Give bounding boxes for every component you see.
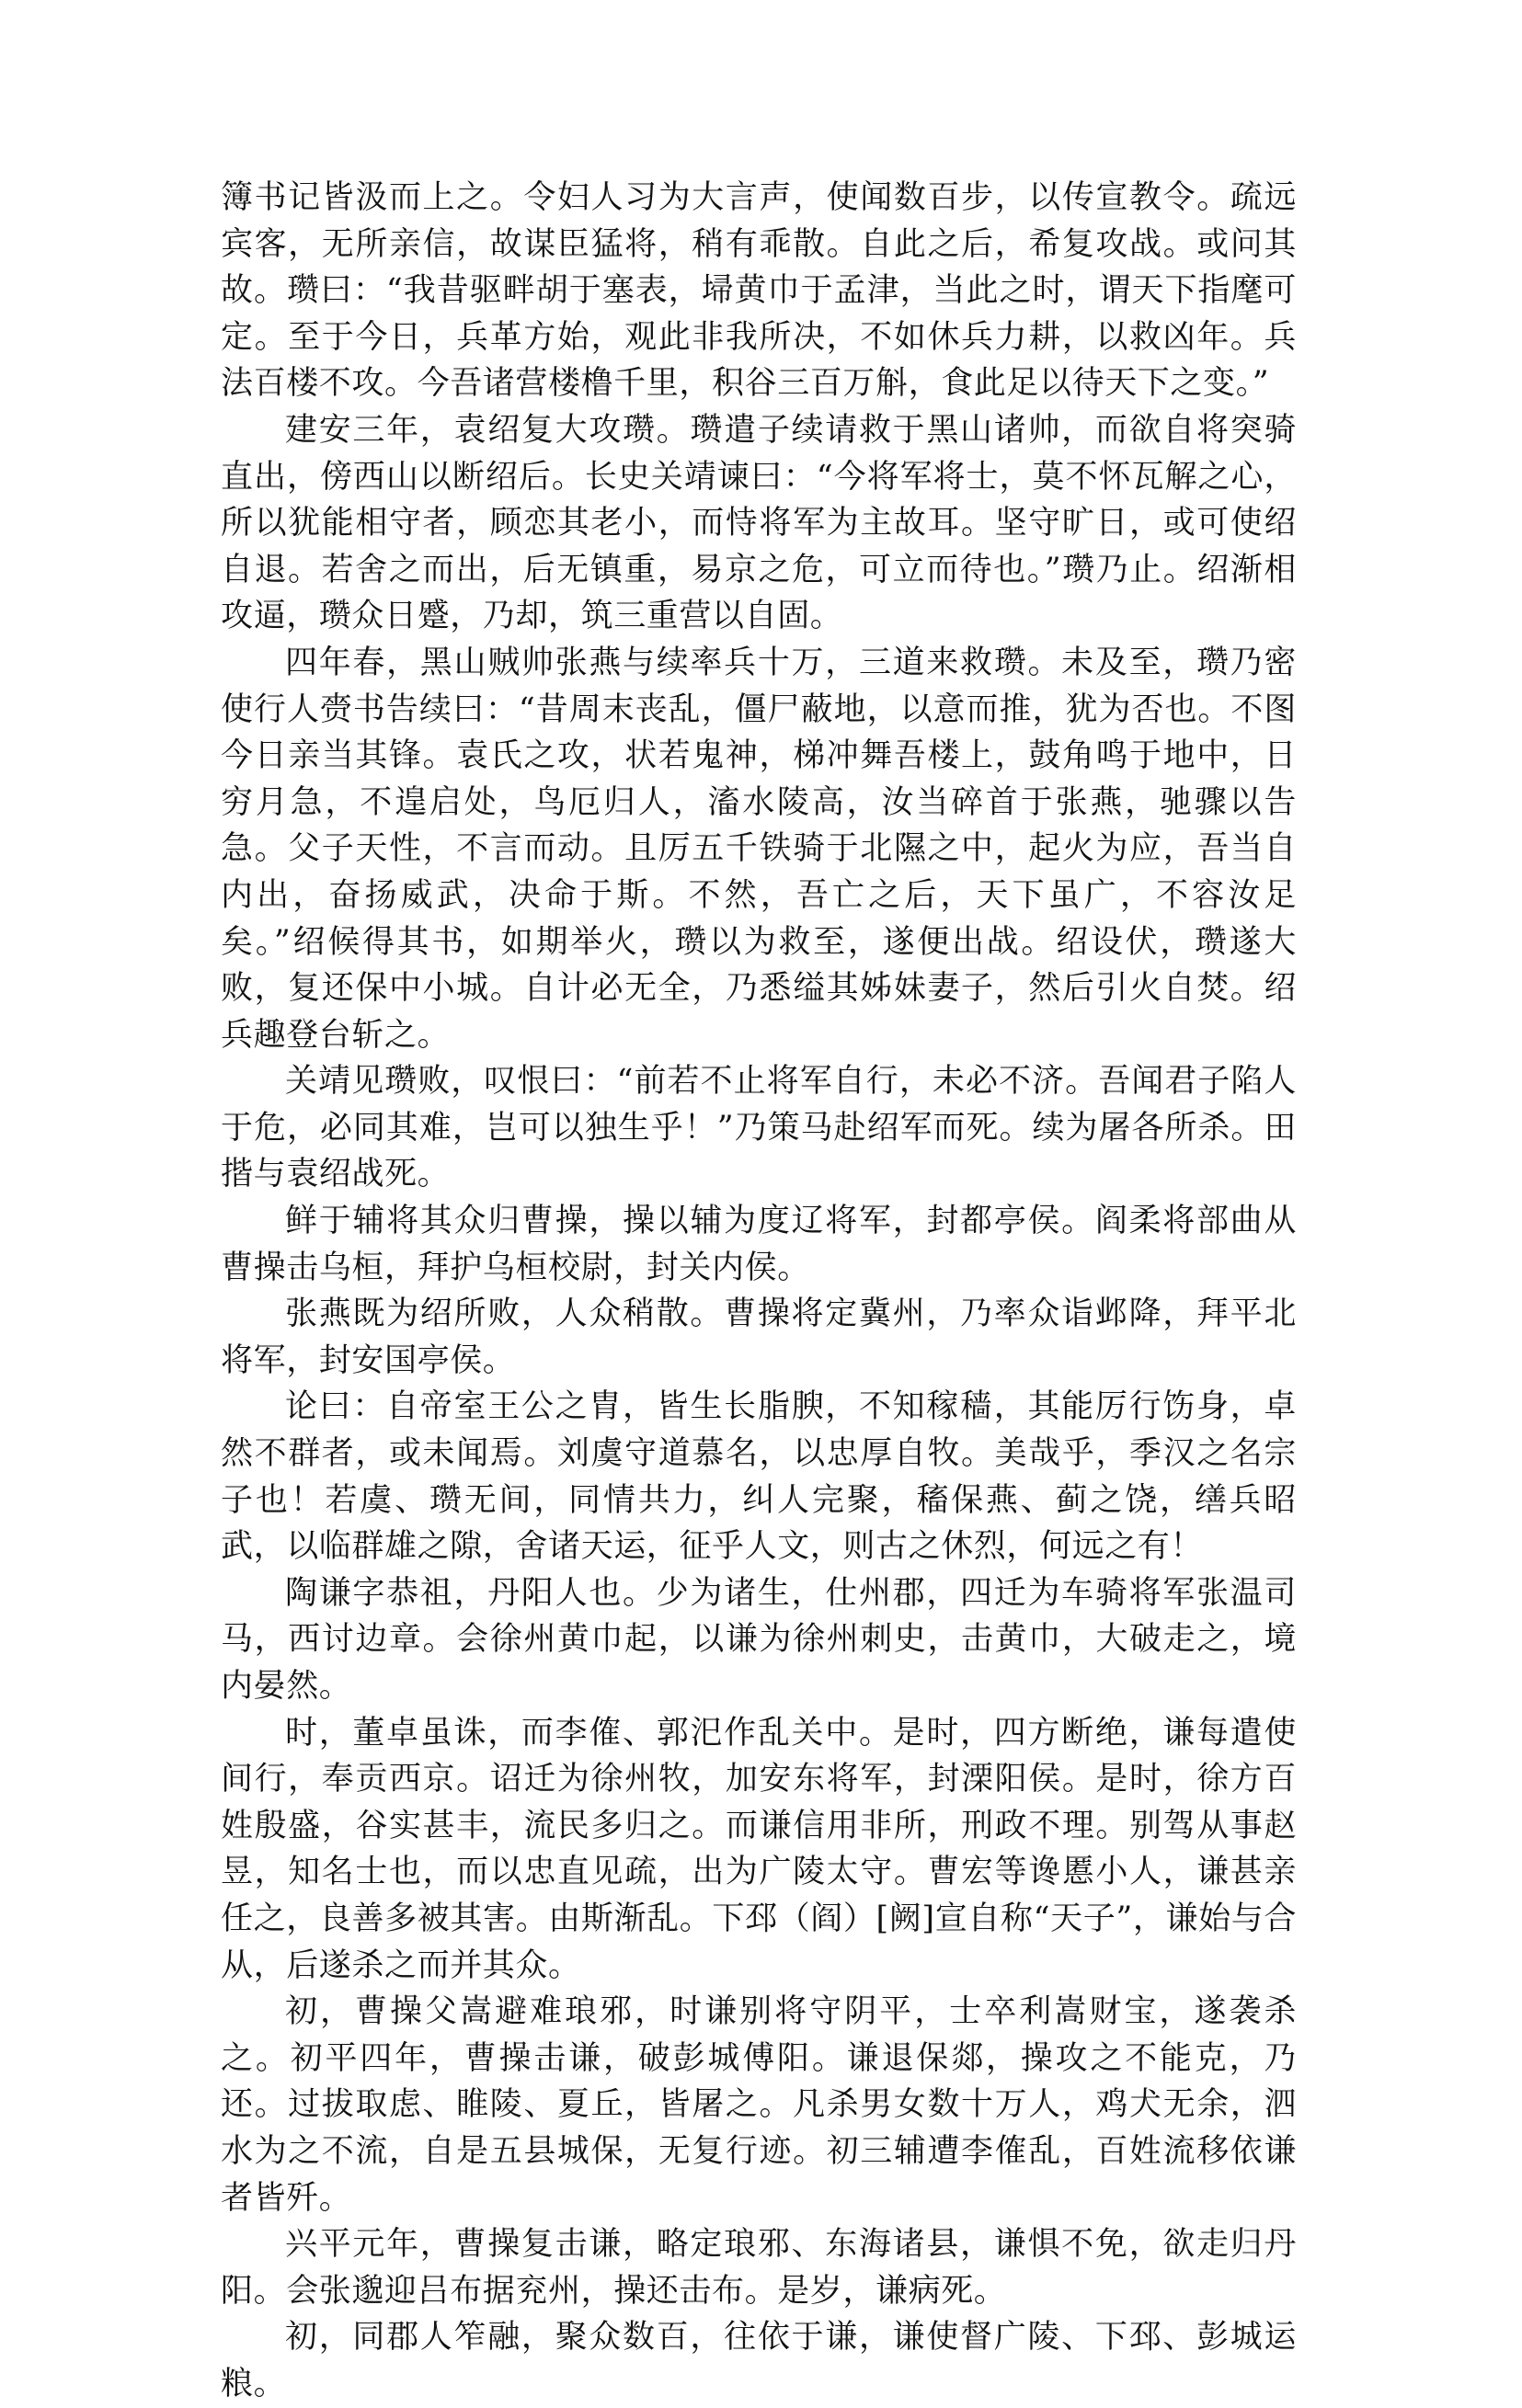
paragraph-ze-rong: 初，同郡人笮融，聚众数百，往依于谦，谦使督广陵、下邳、彭城运粮。	[221, 2319, 1297, 2402]
paragraph-tao-qian: 陶谦字恭祖，丹阳人也。少为诸生，仕州郡，四迁为车骑将军张温司马，西讨边章。会徐州黄巾起，以谦为徐州刺史，击黄巾，大破走之，境内晏然。	[221, 1574, 1297, 1705]
paragraph-zhang-yan: 张燕既为绍所败，人众稍散。曹操将定冀州，乃率众诣邺降，拜平北将军，封安国亭侯。	[221, 1295, 1297, 1379]
document-page	[221, 175, 1297, 2408]
paragraph-commentary: 论曰：自帝室王公之胄，皆生长脂腴，不知稼穑，其能厉行饬身，卓然不群者，或未闻焉。刘虞守道慕名，以忠厚自牧。美哉乎，季汉之名宗子也！若虞、瓒无间，同情共力，纠人完聚，稸保燕、蓟之饶，缮兵昭武，以临群雄之隙，舍诸天运，征乎人文，则古之休烈，何远之有！	[221, 1388, 1297, 1566]
paragraph-guan-jing: 关靖见瓒败，叹恨曰：“前若不止将军自行，未必不济。吾闻君子陷人于危，必同其难，岂可以独生乎！”乃策马赴绍军而死。续为屠各所杀。田揩与袁绍战死。	[221, 1063, 1297, 1193]
paragraph-jianan-three: 建安三年，袁绍复大攻瓒。瓒遣子续请救于黑山诸帅，而欲自将突骑直出，傍西山以断绍后。长史关靖谏曰：“今将军将士，莫不怀瓦解之心，所以犹能相守者，顾恋其老小，而恃将军为主故耳。坚守旷日，或可使绍自退。若舍之而出，后无镇重，易京之危，可立而待也。”瓒乃止。绍渐相攻逼，瓒众日蹙，乃却，筑三重营以自固。	[221, 411, 1297, 635]
paragraph-xingping: 兴平元年，曹操复击谦，略定琅邪、东海诸县，谦惧不免，欲走归丹阳。会张邈迎吕布据兖州，操还击布。是岁，谦病死。	[221, 2226, 1297, 2310]
paragraph-continuation: 簿书记皆汲而上之。令妇人习为大言声，使闻数百步，以传宣教令。疏远宾客，无所亲信，故谋臣猛将，稍有乖散。自此之后，希复攻战。或问其故。瓒曰：“我昔驱畔胡于塞表，埽黄巾于孟津，当此之时，谓天下指麾可定。至于今日，兵革方始，观此非我所决，不如休兵力耕，以救凶年。兵法百楼不攻。今吾诸营楼橹千里，积谷三百万斛，食此足以待天下之变。”	[221, 179, 1297, 403]
paragraph-cao-song: 初，曹操父嵩避难琅邪，时谦别将守阴平，士卒利嵩财宝，遂袭杀之。初平四年，曹操击谦，破彭城傅阳。谦退保郯，操攻之不能克，乃还。过拔取虑、睢陵、夏丘，皆屠之。凡杀男女数十万人，鸡犬无余，泗水为之不流，自是五县城保，无复行迹。初三辅遭李傕乱，百姓流移依谦者皆歼。	[221, 1993, 1297, 2217]
paragraph-dong-zhuo: 时，董卓虽诛，而李傕、郭汜作乱关中。是时，四方断绝，谦每遣使间行，奉贡西京。诏迁为徐州牧，加安东将军，封溧阳侯。是时，徐方百姓殷盛，谷实甚丰，流民多归之。而谦信用非所，刑政不理。别驾从事赵昱，知名士也，而以忠直见疏，出为广陵太守。曹宏等谗慝小人，谦甚亲任之，良善多被其害。由斯渐乱。下邳（阎）[阙]宣自称“天子”，谦始与合从，后遂杀之而并其众。	[221, 1714, 1297, 1984]
paragraph-xianyu-fu: 鲜于辅将其众归曹操，操以辅为度辽将军，封都亭侯。阎柔将部曲从曹操击乌桓，拜护乌桓校尉，封关内侯。	[221, 1203, 1297, 1286]
paragraph-fourth-year-spring: 四年春，黑山贼帅张燕与续率兵十万，三道来救瓒。未及至，瓒乃密使行人赍书告续曰：“昔周末丧乱，僵尸蔽地，以意而推，犹为否也。不图今日亲当其锋。袁氏之攻，状若鬼神，梯冲舞吾楼上，鼓角鸣于地中，日穷月急，不遑启处，鸟厄归人，滀水陵高，汝当碎首于张燕，驰骤以告急。父子天性，不言而动。且厉五千铁骑于北隰之中，起火为应，吾当自内出，奋扬威武，决命于斯。不然，吾亡之后，天下虽广，不容汝足矣。”绍候得其书，如期举火，瓒以为救至，遂便出战。绍设伏，瓒遂大败，复还保中小城。自计必无全，乃悉缢其姊妹妻子，然后引火自焚。绍兵趣登台斩之。	[221, 644, 1297, 1054]
